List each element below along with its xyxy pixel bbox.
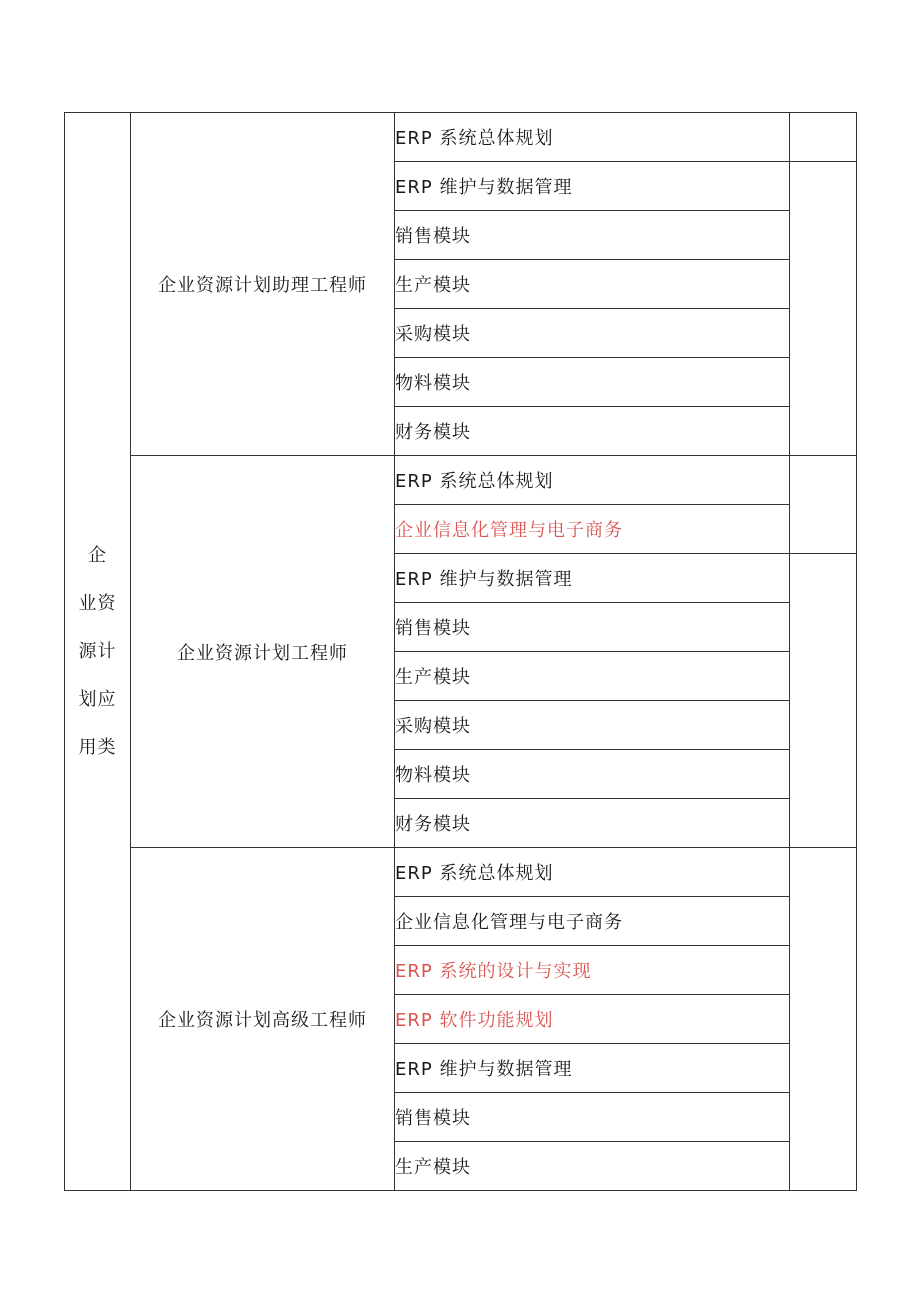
- module-cell: 采购模块: [395, 701, 790, 750]
- blank-cell: [790, 554, 857, 848]
- module-cell: ERP 系统总体规划: [395, 456, 790, 505]
- category-line: 企: [88, 544, 107, 566]
- category-line: 业资: [78, 592, 117, 614]
- module-cell: 采购模块: [395, 309, 790, 358]
- module-cell: ERP 系统总体规划: [395, 848, 790, 897]
- module-cell: 生产模块: [395, 1142, 790, 1191]
- module-cell: 物料模块: [395, 750, 790, 799]
- module-cell: 销售模块: [395, 211, 790, 260]
- module-cell-highlight: ERP 软件功能规划: [395, 995, 790, 1044]
- category-line: 划应: [78, 688, 117, 710]
- category-line: 用类: [78, 736, 117, 758]
- module-cell: ERP 维护与数据管理: [395, 554, 790, 603]
- module-cell: 销售模块: [395, 1093, 790, 1142]
- category-cell: [65, 113, 131, 1191]
- blank-cell: [790, 456, 857, 554]
- module-cell: ERP 系统总体规划: [395, 113, 790, 162]
- blank-cell: [790, 848, 857, 1191]
- module-cell: 财务模块: [395, 799, 790, 848]
- module-cell: 物料模块: [395, 358, 790, 407]
- blank-cell: [790, 162, 857, 456]
- level-title-senior-engineer: 企业资源计划高级工程师: [131, 848, 395, 1191]
- module-cell-highlight: 企业信息化管理与电子商务: [395, 505, 790, 554]
- category-line: 源计: [78, 640, 117, 662]
- level-title-engineer: 企业资源计划工程师: [131, 456, 395, 848]
- module-cell: ERP 维护与数据管理: [395, 162, 790, 211]
- module-cell: 生产模块: [395, 260, 790, 309]
- level-title-assistant: 企业资源计划助理工程师: [131, 113, 395, 456]
- module-cell-highlight: ERP 系统的设计与实现: [395, 946, 790, 995]
- curriculum-table: [64, 112, 857, 1191]
- module-cell: ERP 维护与数据管理: [395, 1044, 790, 1093]
- module-cell: 销售模块: [395, 603, 790, 652]
- module-cell: 财务模块: [395, 407, 790, 456]
- module-cell: 企业信息化管理与电子商务: [395, 897, 790, 946]
- blank-cell: [790, 113, 857, 162]
- module-cell: 生产模块: [395, 652, 790, 701]
